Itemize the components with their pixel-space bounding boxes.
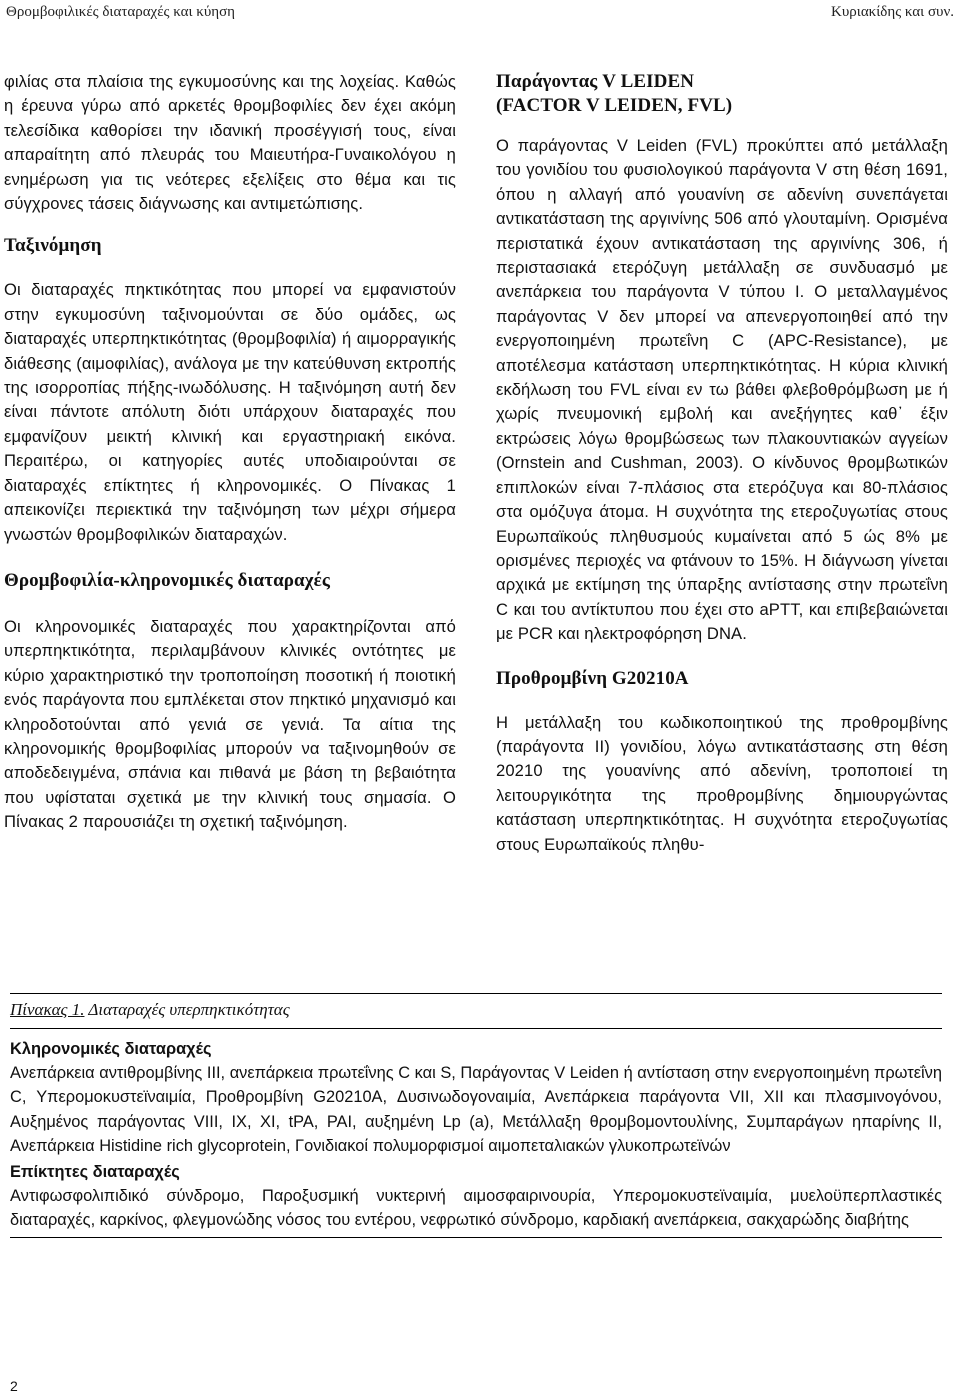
section-heading-factor-v-leiden [496,70,948,118]
factor-v-leiden-paragraph: Ο παράγοντας V Leiden (FVL) προκύπτει από μετάλλαξη του γονιδίου του φυσιολογικού παράγοντα V στη θέση 1691, όπου η αλλαγή από γουανίνη σε αδενίνη συνεπάγεται αντικατάσταση της αργινίνης 506 από γλουταμίνη. Ορισμένα περιστατικά έχουν αντικατάσταση της αργινίνης 306, ή περιστασιακά ετερόζυγη μετάλλαξη σε συνδυασμό με ανεπάρκεια του παράγοντα V τύπου I. Ο μεταλλαγμένος παράγοντας V δεν μπορεί να απενεργοποιηθεί από την ενεργοποιημένη πρωτεΐνη C (APC-Resistance), με αποτέλεσμα κατάσταση υπερπηκτικότητας. Η κύρια κλινική εκδήλωση του FVL είναι εν τω βάθει φλεβοθρόμβωση με ή χωρίς πνευμονική εμβολή και ανεξήγητες καθ᾽ έξιν εκτρώσεις λόγω θρομβώσεως των πλακουντιακών αγγείων (Ornstein and Cushman, 2003). Ο κίνδυνος θρομβωτικών επιπλοκών είναι 7-πλάσιος στα ετερόζυγα και 80-πλάσιος στα ομόζυγα άτομα. Η συχνότητα της ετεροζυγωτίας στους Ευρωπαϊκούς πληθυσμούς κυμαίνεται από 5 ώς 8% με ορισμένες περιοχές να φτάνουν το 15%. Η διάγνωση γίνεται αρχικά με εκτίμηση της ύπαρξης αντίστασης στην πρωτεΐνη C και του αντίκτυπου που έχει στο aPTT, και επιβεβαιώνεται με PCR και ηλεκτροφόρηση DNA. [496,136,948,644]
hereditary-thrombophilia-paragraph: Οι κληρονομικές διαταραχές που χαρακτηρίζονται από υπερπηκτικότητα, περιλαμβάνουν κλινικές οντότητες με κύριο χαρακτηριστικό την τροποποίηση ποσοτική ή ποιοτική ενός παράγοντα που εμπλέκεται στον πηκτικό μηχανισμό και κληροδοτούνται από γενιά σε γενιά. Τα αίτια της κληρονομικής θρομβοφιλίας μπορούν να ταξινομηθούν σε αποδεδειγμένα, σπάνια και πιθανά με βάση τη βεβαιότητα που υφίσταται σχετικά με την κλινική τους σημασία. Ο Πίνακας 2 παρουσιάζει τη σχετική ταξινόμηση. [4,616,456,832]
intro-paragraph: φιλίας στα πλαίσια της εγκυμοσύνης και της λοχείας. Καθώς η έρευνα γύρω από αρκετές θρομβοφιλίες δεν έχει ακόμη τελεσίδικα καθορίσει την ιδανική προσέγγισή τους, είναι απαραίτητη από πλευράς του Μαιευτήρα-Γυναικολόγου η ενημέρωση για τις νεότερες εξελίξεις στο θέμα και τις σύγχρονες τάσεις διάγνωσης και αντιμετώπισης. [4,72,456,214]
table-1-label [10,1000,84,1019]
section-heading-classification: Ταξινόμηση [4,235,102,257]
table-1-acquired-heading: Επίκτητες διαταραχές [10,1163,180,1182]
classification-paragraph: Οι διαταραχές πηκτικότητας που μπορεί να εμφανιστούν στην εγκυμοσύνη ταξινομούνται σε δύο ομάδες, ως διαταραχές υπερπηκτικότητας (θρομβοφιλία) ή αιμορραγικής διάθεσης (αιμοφιλίας), ανάλογα με την κατεύθυνση εκτροπής της ισορροπίας πήξης-ινωδόλυσης. Η ταξινόμηση αυτή δεν είναι πάντοτε απόλυτη διότι υπάρχουν διαταραχές που εμφανίζουν μεικτή κλινική και εργαστηριακή εικόνα. Περαιτέρω, οι κατηγορίες αυτές υποδιαιρούνται σε διαταραχές επίκτητες ή κληρονομικές. Ο Πίνακας 1 απεικονίζει περιεκτικά την ταξινόμηση των μέχρι σήμερα γνωστών θρομβοφιλικών διαταραχών. [4,280,456,544]
table-1-hereditary-list: Ανεπάρκεια αντιθρομβίνης III, ανεπάρκεια πρωτεΐνης C και S, Παράγοντας V Leiden ή αντίσταση στην ενεργοποιημένη πρωτεΐνη C, Υπερομοκυστεϊναιμία, Προθρομβίνη G20210A, Δυσινωδογοναιμία, Ανεπάρκεια παράγοντα VII, XII και πλασμινογόνου, Αυξημένος παράγοντας VIII, IX, XI, tPA, PAI, αυξημένη Lp (a), Μετάλλαξη θρομβομοντουλίνης, Συμπαράγων ηπαρίνης II, Ανεπάρκεια Histidine rich glycoprotein, Γονιδιακοί πολυμορφισμοί αιμοπεταλιακών γλυκοπρωτεϊνών [10,1064,942,1155]
table-1-title [10,998,942,1029]
table-1 [10,993,942,1238]
running-header [6,4,954,21]
table-1-caption: Διαταραχές υπερπηκτικότητας [84,1000,290,1019]
running-header-title: Θρομβοφιλικές διαταραχές και κύηση [6,4,236,20]
section-heading-prothrombin: Προθρομβίνη G20210A [496,667,689,689]
factor-v-leiden-heading-line2: (FACTOR V LEIDEN, FVL) [496,95,733,116]
factor-v-leiden-heading-line1: Παράγοντας V LEIDEN [496,71,695,92]
right-column [496,70,948,857]
left-column [4,70,456,835]
page-number: 2 [10,1378,18,1394]
running-header-authors: Κυριακίδης και συν. [831,4,954,20]
table-1-acquired-list: Αντιφωσφολιπιδικό σύνδρομο, Παροξυσμική νυκτερινή αιμοσφαιρινουρία, Υπερομοκυστεϊναιμία, μυελοϋπερπλαστικές διαταραχές, καρκίνος, φλεγμονώδης νόσος του εντέρου, νεφρωτικό σύνδρομο, καρδιακή ανεπάρκεια, σακχαρώδης διαβήτης [10,1187,942,1230]
section-heading-hereditary-thrombophilia: Θρομβοφιλία-κληρονομικές διαταραχές [4,569,330,591]
table-1-hereditary-heading: Κληρονομικές διαταραχές [10,1040,212,1058]
table-1-label-dot: . [80,1000,85,1019]
prothrombin-paragraph: Η μετάλλαξη του κωδικοποιητικού της προθρομβίνης (παράγοντα II) γονιδίου, λόγω αντικατάστασης στη θέση 20210 της γουανίνης από αδενίνη, τροποποιεί τη λειτουργικότητα της προθρομβίνης δημιουργώντας κατάσταση υπερπηκτικότητας. Η συχνότητα ετεροζυγωτίας στους Ευρωπαϊκούς πληθυ- [496,712,948,854]
table-1-label-text: Πίνακας 1 [10,1000,81,1019]
